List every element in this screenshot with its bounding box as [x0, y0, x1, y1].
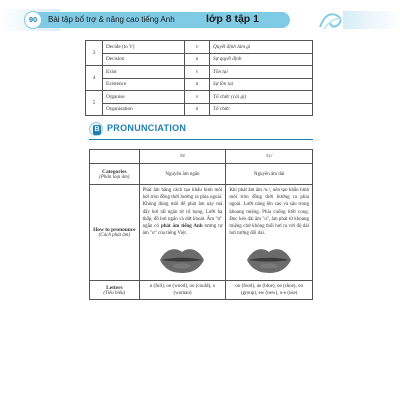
- table-row: [90, 281, 313, 300]
- row-number: 3: [86, 41, 103, 66]
- desc-part: Phát âm bằng cách tạo khẩu hình môi hơi tròn đồng thời hướng ra phía ngoài. Không dùng môi để phát âm này mà đẩy hơi rất ngắn từ cổ họng. Lưỡi hạ thấp, đồ hơi ngắn và dứt khoát. Âm "ʊ" ngắn có: [142, 188, 223, 230]
- section-badge: [89, 122, 103, 136]
- section-title: PRONUNCIATION: [107, 123, 187, 133]
- table-row: [86, 91, 313, 104]
- swirl-decoration-icon: [318, 9, 346, 31]
- row-sublabel: (Tiêu biểu): [103, 290, 126, 296]
- row-label: Categories: [102, 168, 127, 175]
- rounded-lips-icon: [158, 246, 206, 274]
- empty-header-cell: [90, 150, 140, 164]
- book-title: Bài tập bổ trợ & nâng cao tiếng Anh: [48, 15, 175, 24]
- pos-cell: v: [185, 41, 210, 54]
- header-right-gradient: [343, 11, 400, 29]
- row-label-how-to: [90, 185, 140, 281]
- row-label-categories: [90, 164, 140, 185]
- pronunciation-table: [89, 149, 313, 300]
- meaning-cell: Tổ chức: [210, 103, 313, 116]
- table-row: [86, 66, 313, 79]
- how-to-short-text: [143, 187, 223, 237]
- word-cell: Organisation: [103, 103, 185, 116]
- section-letter: B: [94, 126, 100, 133]
- row-number: 5: [86, 91, 103, 116]
- column-header-long-u: /uː/: [226, 150, 313, 164]
- category-long: Nguyên âm dài: [226, 164, 313, 185]
- row-sublabel: (Cách phát âm): [98, 233, 131, 239]
- word-cell: Decision: [103, 53, 185, 66]
- page-header: [0, 9, 400, 31]
- how-to-long-text: Khi phát âm âm /uː/, nên tạo khẩu hình môi tròn đồng thời hướng ra phía ngoài. Lưỡi nâng lên cao và sâu trong khoang miệng. Phía cuống lưỡi cong. Đọc kéo dài âm "u", âm phát từ khoang miệng chứ không thổi hơi ra với độ dài hơi tương đối dài.: [229, 188, 309, 237]
- desc-part: tương tự âm "ư" của tiếng Việt.: [142, 224, 223, 237]
- row-sublabel: (Phân loại âm): [99, 174, 130, 180]
- table-header-row: [90, 150, 313, 164]
- how-to-short-cell: [139, 185, 226, 281]
- desc-bold: phát âm tiếng Anh: [160, 224, 203, 230]
- meaning-cell: Quyết định làm gì: [210, 41, 313, 54]
- meaning-cell: Sự tồn tại: [210, 78, 313, 91]
- page-number: 90: [24, 11, 42, 29]
- table-row: [90, 185, 313, 281]
- pos-cell: v: [185, 91, 210, 104]
- vocab-table: [85, 40, 313, 116]
- word-cell: Decide (to V): [103, 41, 185, 54]
- row-number: 4: [86, 66, 103, 91]
- pos-cell: v: [185, 66, 210, 79]
- table-row: [90, 164, 313, 185]
- category-short: Nguyên âm ngắn: [139, 164, 226, 185]
- row-label: Letters: [106, 284, 123, 291]
- word-cell: Organise: [103, 91, 185, 104]
- table-row: [86, 103, 313, 116]
- how-to-long-cell: [226, 185, 313, 281]
- table-row: [86, 78, 313, 91]
- pos-cell: n: [185, 78, 210, 91]
- pos-cell: n: [185, 53, 210, 66]
- pos-cell: n: [185, 103, 210, 116]
- meaning-cell: Tổ chức (cái gì): [210, 91, 313, 104]
- letters-long: oo (food), ue (blue), oe (shoe), ou (group), ew (new), u-e (use): [226, 281, 313, 300]
- word-cell: Existence: [103, 78, 185, 91]
- meaning-cell: Sự quyết định: [210, 53, 313, 66]
- table-row: [86, 41, 313, 54]
- table-row: [86, 53, 313, 66]
- word-cell: Exist: [103, 66, 185, 79]
- column-header-short-u: /ʊ/: [139, 150, 226, 164]
- book-title-grade: lớp 8 tập 1: [206, 13, 259, 25]
- section-divider: [89, 139, 313, 140]
- meaning-cell: Tồn tại: [210, 66, 313, 79]
- letters-short: u (full), oo (wood), ou (could), o (woman): [139, 281, 226, 300]
- row-label: How to pronounce: [93, 227, 136, 234]
- row-label-letters: [90, 281, 140, 300]
- rounded-lips-icon: [245, 246, 293, 274]
